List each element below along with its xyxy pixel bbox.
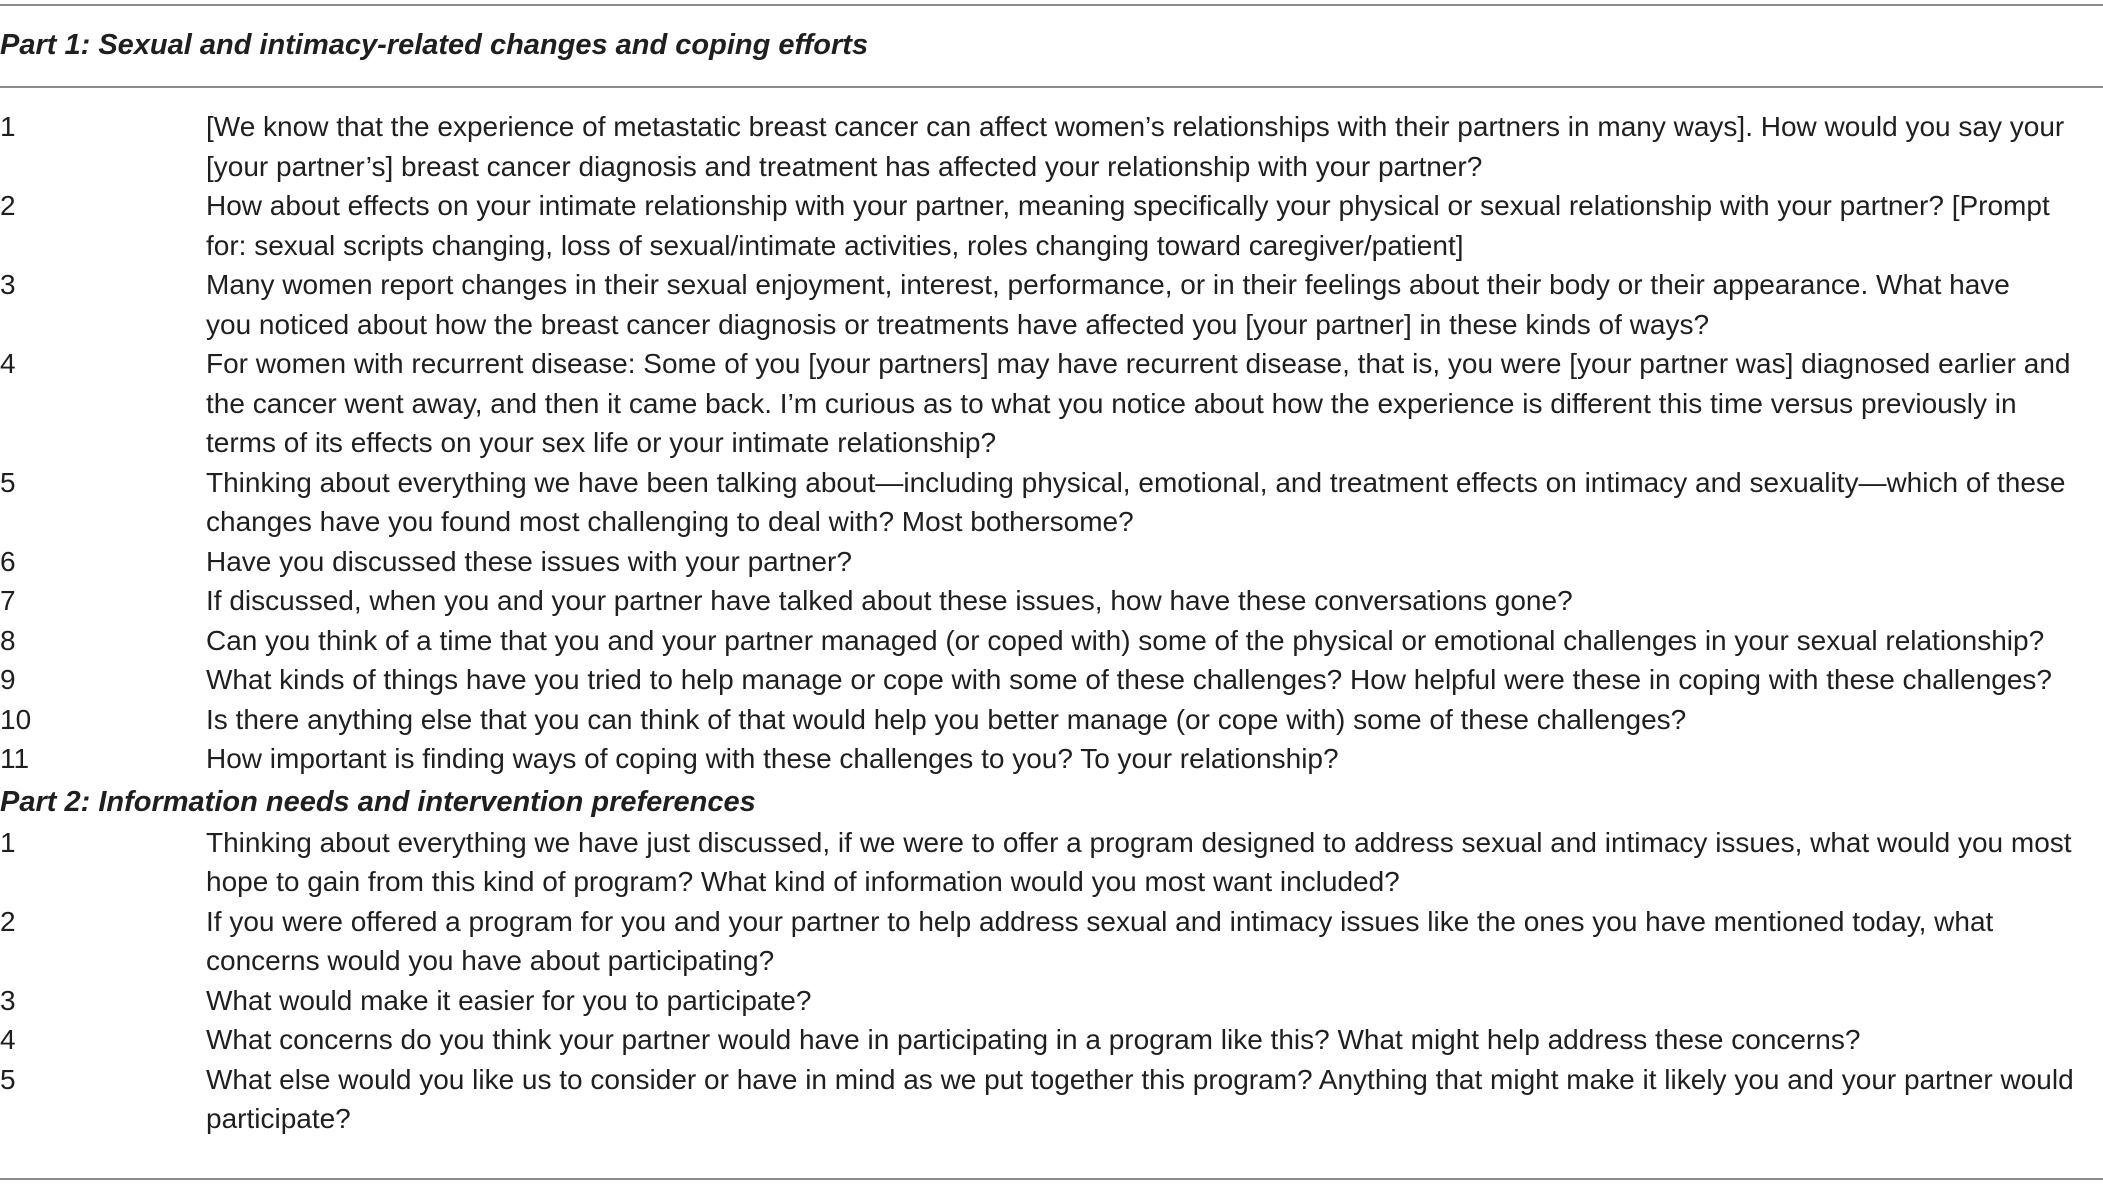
question-text-line: If you were offered a program for you and your partner to help address sexual and intimacy issues like the ones you have mentioned today, what (206, 905, 1994, 937)
question-text (206, 700, 2101, 740)
question-text (206, 981, 2101, 1021)
question-text-line: Can you think of a time that you and your partner managed (or coped with) some of the physical or emotional challenges in your sexual relationship? (206, 624, 2045, 656)
question-number: 4 (0, 348, 16, 379)
question-text (206, 660, 2101, 700)
question-text (206, 463, 2101, 542)
question-number: 2 (0, 905, 16, 937)
part1-title: Part 1: Sexual and intimacy-related changes and coping efforts (0, 29, 869, 61)
question-text-line: What concerns do you think your partner would have in participating in a program like this? What might help address these concerns? (206, 1024, 1861, 1055)
question-text (206, 344, 2101, 463)
table-bottom-rule (0, 1178, 2103, 1180)
question-number: 3 (0, 269, 16, 300)
question-text-line: Have you discussed these issues with your partner? (206, 545, 852, 577)
question-text (206, 186, 2101, 265)
question-text-line: How about effects on your intimate relationship with your partner, meaning specifically your physical or sexual relationship with your partner? [Prompt (206, 190, 2050, 221)
question-number: 7 (0, 585, 16, 616)
question-text-line: If discussed, when you and your partner have talked about these issues, how have these conversations gone? (206, 585, 1573, 616)
question-number: 1 (0, 826, 16, 858)
question-number: 8 (0, 624, 16, 656)
question-text-line: What kinds of things have you tried to help manage or cope with some of these challenges? How helpful were these in coping with these challenges? (206, 664, 2052, 695)
question-text-line: concerns would you have about participating? (206, 945, 775, 976)
question-number: 6 (0, 545, 16, 577)
question-text-line: hope to gain from this kind of program? What kind of information would you most want included? (206, 866, 1400, 897)
question-number: 9 (0, 664, 16, 695)
question-text-line: Thinking about everything we have been talking about—including physical, emotional, and treatment effects on intimacy and sexuality—which of these (206, 466, 2066, 498)
question-number: 5 (0, 466, 16, 498)
question-text-line: Thinking about everything we have just discussed, if we were to offer a program designed to address sexual and intimacy issues, what would you most (206, 826, 2072, 858)
question-text-line: How important is finding ways of coping with these challenges to you? To your relationship? (206, 743, 1339, 774)
question-text-line: the cancer went away, and then it came back. I’m curious as to what you notice about how the experience is different this time versus previously in (206, 387, 2017, 419)
question-text-line: Is there anything else that you can think of that would help you better manage (or cope with) some of these challenges? (206, 703, 1687, 735)
question-text (206, 542, 2101, 582)
question-text-line: [your partner’s] breast cancer diagnosis and treatment has affected your relationship with your partner? (206, 150, 1483, 182)
question-number: 4 (0, 1024, 16, 1055)
question-number: 2 (0, 190, 16, 221)
question-text-line: [We know that the experience of metastatic breast cancer can affect women’s relationships with their partners in many ways]. How would you say your (206, 111, 2065, 142)
question-text-line: terms of its effects on your sex life or your intimate relationship? (206, 427, 997, 458)
question-number: 5 (0, 1063, 16, 1095)
question-text-line: Many women report changes in their sexual enjoyment, interest, performance, or in their feelings about their body or their appearance. What have (206, 269, 2010, 300)
question-text (206, 107, 2101, 186)
table-top-rule (0, 4, 2103, 6)
question-text (206, 823, 2101, 902)
question-text (206, 581, 2101, 621)
question-number: 10 (0, 703, 32, 735)
question-number: 3 (0, 984, 16, 1016)
question-number: 1 (0, 111, 16, 142)
question-number: 11 (0, 743, 30, 774)
question-text-line: For women with recurrent disease: Some of you [your partners] may have recurrent disease, that is, you were [your partner was] diagnosed earlier and (206, 348, 2071, 379)
question-text (206, 739, 2101, 779)
table-header-rule (0, 86, 2103, 88)
question-text (206, 902, 2101, 981)
question-text-line: What else would you like us to consider or have in mind as we put together this program? Anything that might make it likely you and your partner would (206, 1063, 2074, 1095)
question-text-line: participate? (206, 1103, 351, 1134)
question-text (206, 1020, 2101, 1060)
question-text (206, 621, 2101, 661)
question-text (206, 265, 2101, 344)
question-text-line: What would make it easier for you to participate? (206, 984, 812, 1016)
question-text-line: changes have you found most challenging to deal with? Most bothersome? (206, 506, 1134, 537)
question-text-line: for: sexual scripts changing, loss of sexual/intimate activities, roles changing toward caregiver/patient] (206, 229, 1464, 261)
question-text-line: you noticed about how the breast cancer diagnosis or treatments have affected you [your partner] in these kinds of ways? (206, 308, 1710, 340)
question-text (206, 1060, 2101, 1139)
part2-title: Part 2: Information needs and intervention preferences (0, 785, 756, 818)
